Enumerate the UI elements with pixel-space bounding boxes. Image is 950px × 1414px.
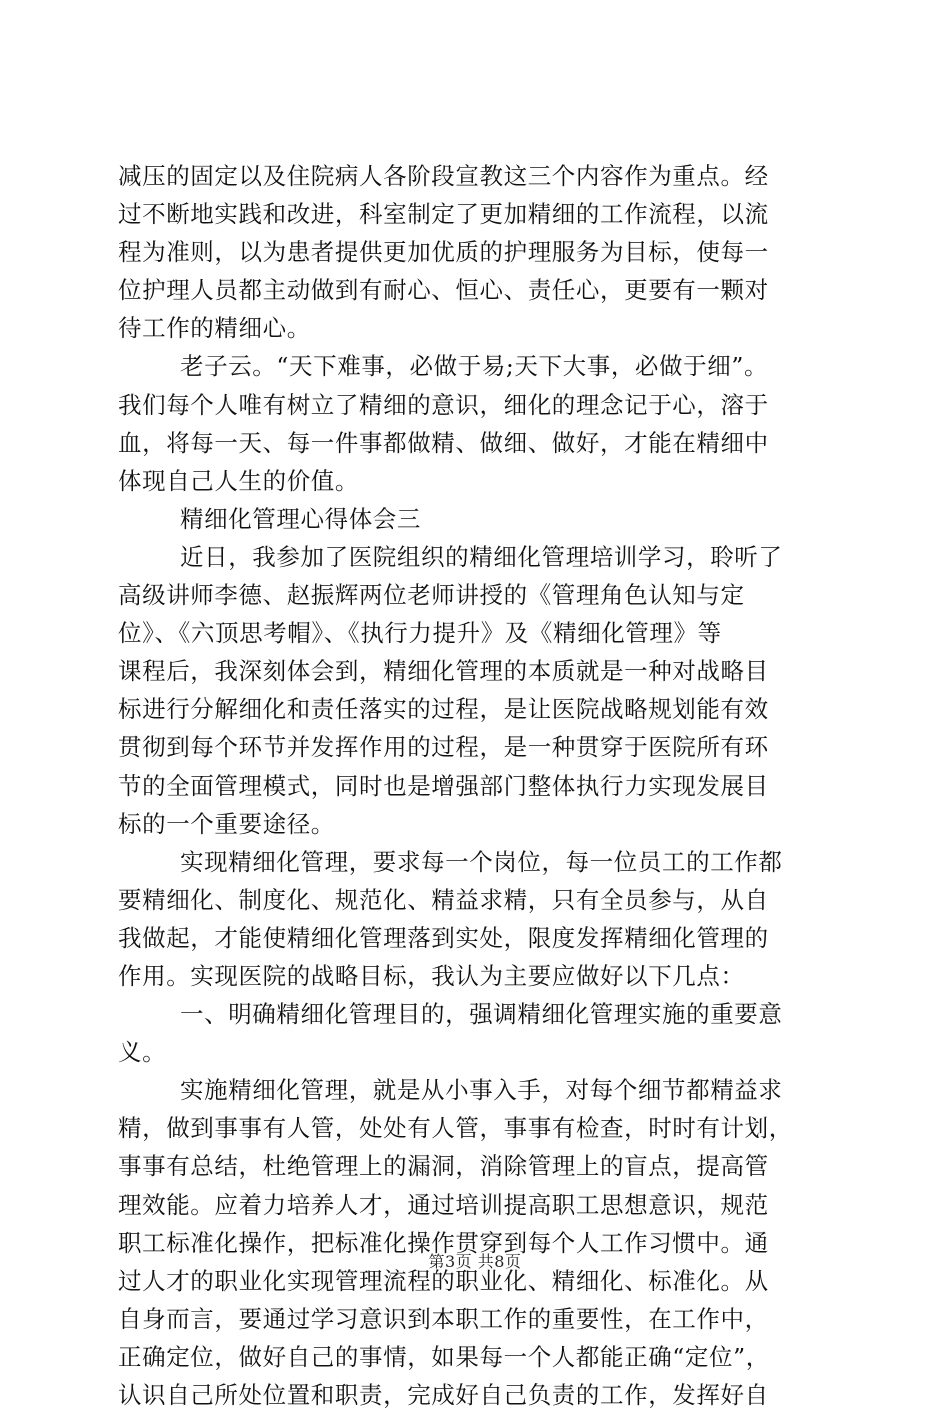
text-line: 实现精细化管理，要求每一个岗位，每一位员工的工作都 — [180, 847, 783, 876]
text-line: 标的一个重要途径。 — [118, 809, 335, 838]
text-line: 贯彻到每个环节并发挥作用的过程，是一种贯穿于医院所有环 — [118, 733, 769, 762]
text-line: 要精细化、制度化、规范化、精益求精，只有全员参与，从自 — [118, 885, 769, 914]
text-line: 认识自己所处位置和职责，完成好自己负责的工作，发挥好自 — [118, 1381, 769, 1409]
text-line: 精，做到事事有人管，处处有人管，事事有检查，时时有计划， — [118, 1114, 793, 1143]
text-line: 一、明确精细化管理目的，强调精细化管理实施的重要意 — [180, 1000, 783, 1029]
text-line: 自身而言，要通过学习意识到本职工作的重要性，在工作中， — [118, 1304, 769, 1333]
text-line: 课程后，我深刻体会到，精细化管理的本质就是一种对战略目 — [118, 657, 769, 686]
text-line: 作用。实现医院的战略目标，我认为主要应做好以下几点： — [118, 961, 745, 990]
text-line: 正确定位，做好自己的事情，如果每一个人都能正确“定位”， — [118, 1342, 770, 1371]
text-line: 精细化管理心得体会三 — [180, 504, 421, 533]
text-line: 体现自己人生的价值。 — [118, 466, 359, 495]
text-line: 待工作的精细心。 — [118, 314, 311, 343]
text-line: 标进行分解细化和责任落实的过程，是让医院战略规划能有效 — [118, 695, 769, 724]
text-line: 我们每个人唯有树立了精细的意识，细化的理念记于心，溶于 — [118, 390, 769, 419]
page-footer: 第3页 共8页 — [428, 1252, 522, 1271]
text-line: 减压的固定以及住院病人各阶段宣教这三个内容作为重点。经 — [118, 162, 769, 190]
text-line: 节的全面管理模式，同时也是增强部门整体执行力实现发展目 — [118, 771, 769, 800]
text-line: 位》、《六顶思考帽》、《执行力提升》及《精细化管理》等 — [118, 619, 722, 648]
text-line: 过不断地实践和改进，科室制定了更加精细的工作流程，以流 — [118, 200, 769, 229]
text-line: 事事有总结，杜绝管理上的漏洞，消除管理上的盲点，提高管 — [118, 1152, 769, 1181]
text-line: 理效能。应着力培养人才，通过培训提高职工思想意识，规范 — [118, 1190, 769, 1219]
text-line: 高级讲师李德、赵振辉两位老师讲授的《管理角色认知与定 — [118, 581, 745, 610]
text-line: 实施精细化管理，就是从小事入手，对每个细节都精益求 — [180, 1076, 783, 1105]
text-line: 位护理人员都主动做到有耐心、恒心、责任心，更要有一颗对 — [118, 276, 769, 305]
text-line: 老子云。“天下难事，必做于易;天下大事，必做于细”。 — [180, 352, 769, 381]
document-body — [118, 157, 838, 1414]
text-line: 义。 — [118, 1038, 167, 1067]
text-line: 近日，我参加了医院组织的精细化管理培训学习，聆听了 — [180, 542, 783, 571]
text-line: 过人才的职业化实现管理流程的职业化、精细化、标准化。从 — [118, 1266, 769, 1295]
text-line: 我做起，才能使精细化管理落到实处，限度发挥精细化管理的 — [118, 923, 769, 952]
text-line: 程为准则，以为患者提供更加优质的护理服务为目标，使每一 — [118, 238, 769, 267]
text-line: 血，将每一天、每一件事都做精、做细、做好，才能在精细中 — [118, 428, 769, 457]
text-line: 职工标准化操作，把标准化操作贯穿到每个人工作习惯中。通 — [118, 1228, 769, 1257]
